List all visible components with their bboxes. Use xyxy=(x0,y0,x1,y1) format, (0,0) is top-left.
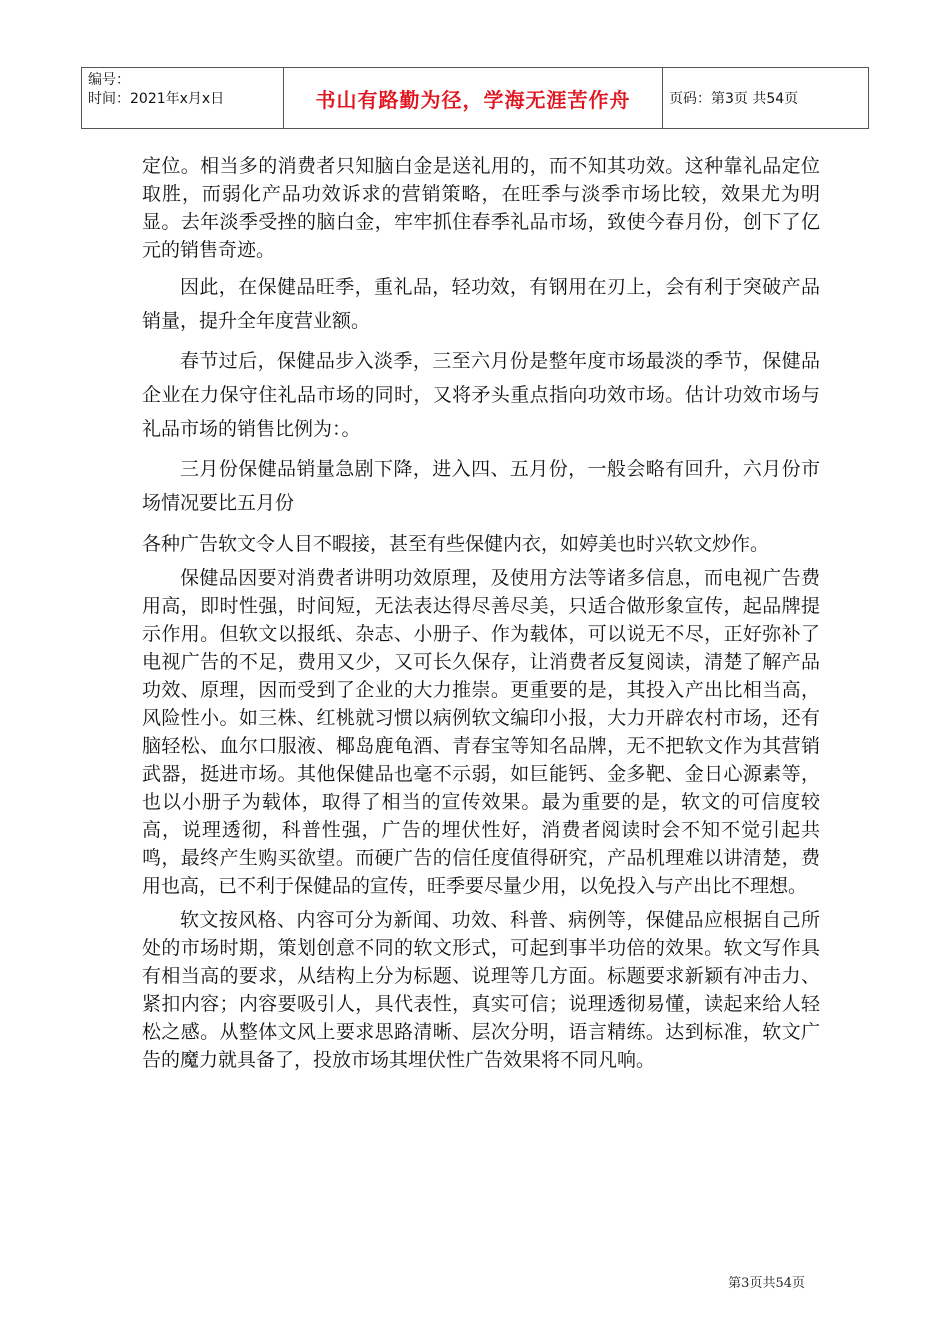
paragraph-6: 保健品因要对消费者讲明功效原理，及使用方法等诸多信息，而电视广告费用高，即时性强，时间短，无法表达得尽善尽美，只适合做形象宣传，起品牌提示作用。但软文以报纸、杂志、小册子、作为载体，可以说无不尽，正好弥补了电视广告的不足，费用又少，又可长久保存，让消费者反复阅读，清楚了解产品功效、原理，因而受到了企业的大力推崇。更重要的是，其投入产出比相当高，风险性小。如三株、红桃就习惯以病例软文编印小报，大力开辟农村市场，还有脑轻松、血尔口服液、椰岛鹿龟酒、青春宝等知名品牌，无不把软文作为其营销武器，挺进市场。其他保健品也毫不示弱，如巨能钙、金多靶、金日心源素等，也以小册子为载体，取得了相当的宣传效果。最为重要的是，软文的可信度较高，说理透彻，科普性强，广告的埋伏性好，消费者阅读时会不知不觉引起共鸣，最终产生购买欲望。而硬广告的信任度值得研究，产品机理难以讲清楚，费用也高，已不利于保健品的宣传，旺季要尽量少用，以免投入与产出比不理想。 xyxy=(142,567,820,897)
paragraph-5: 各种广告软文令人目不暇接，甚至有些保健内衣，如婷美也时兴软文炒作。 xyxy=(142,533,770,555)
document-body xyxy=(142,152,820,1080)
paragraph-2: 因此，在保健品旺季，重礼品，轻功效，有钢用在刃上，会有利于突破产品销量，提升全年度营业额。 xyxy=(142,276,820,332)
paragraph-7: 软文按风格、内容可分为新闻、功效、科普、病例等，保健品应根据自己所处的市场时期，策划创意不同的软文形式，可起到事半功倍的效果。软文写作具有相当高的要求，从结构上分为标题、说理等几方面。标题要求新颖有冲击力、紧扣内容；内容要吸引人，具代表性，真实可信；说理透彻易懂，读起来给人轻松之感。从整体文风上要求思路清晰、层次分明，语言精练。达到标准，软文广告的魔力就具备了，投放市场其埋伏性广告效果将不同凡响。 xyxy=(142,909,820,1071)
header-motto: 书山有路勤为径，学海无涯苦作舟 xyxy=(284,68,663,128)
page-header xyxy=(81,67,869,129)
page-footer: 第3页共54页 xyxy=(728,1276,805,1291)
document-date-label: 时间：2021年x月x日 xyxy=(88,91,225,107)
paragraph-4: 三月份保健品销量急剧下降，进入四、五月份，一般会略有回升，六月份市场情况要比五月份 xyxy=(142,458,820,514)
document-number-label: 编号： xyxy=(88,72,130,88)
paragraph-3: 春节过后，保健品步入淡季，三至六月份是整年度市场最淡的季节，保健品企业在力保守住礼品市场的同时，又将矛头重点指向功效市场。估计功效市场与礼品市场的销售比例为：。 xyxy=(142,350,820,440)
header-page-number: 页码：第3页 共54页 xyxy=(669,91,799,107)
paragraph-1: 定位。相当多的消费者只知脑白金是送礼用的，而不知其功效。这种靠礼品定位取胜，而弱化产品功效诉求的营销策略，在旺季与淡季市场比较，效果尤为明显。去年淡季受挫的脑白金，牢牢抓住春季礼品市场，致使今春月份，创下了亿元的销售奇迹。 xyxy=(142,155,820,261)
header-meta xyxy=(82,68,284,128)
